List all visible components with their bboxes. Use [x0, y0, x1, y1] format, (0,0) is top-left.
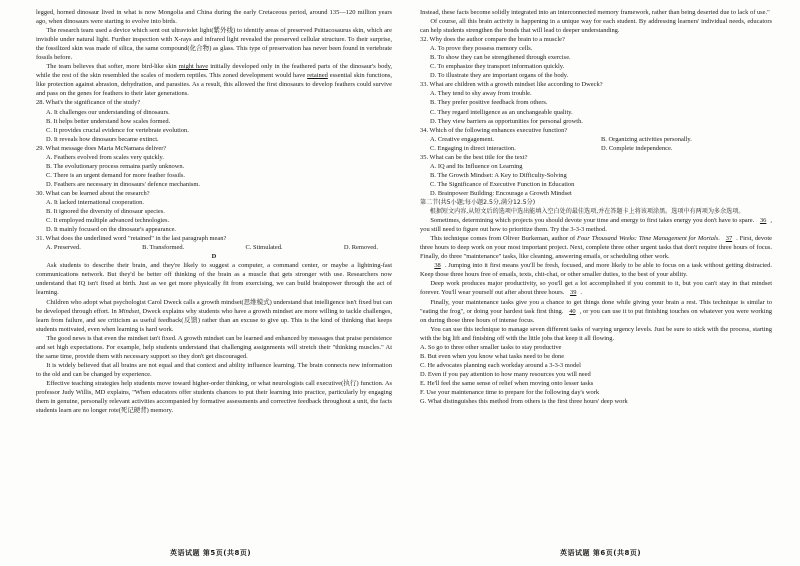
- cloze-options: [420, 343, 772, 406]
- question-33: [420, 80, 772, 125]
- question-31-option-c[interactable]: C. Stimulated.: [245, 244, 283, 252]
- cloze-option-d[interactable]: D. Even if you pay attention to how many resources you will need: [420, 370, 591, 378]
- passage-c-para-3: The team believes that softer, more bird-like skin might have initially developed only in the feathered parts of the dinosaur's body, while the rest of the skin resembled the scales of modern reptiles. This zoned development would have retained essential skin functions, like protection against abrasion, dehydration, and parasites. As a result, this allowed the first dinosaurs to develop feathers could survive and pass on the genes for feathers to their later generations.: [36, 63, 392, 98]
- question-29-option-c[interactable]: C. There is an urgent demand for more feather fossils.: [46, 171, 186, 179]
- blank-39[interactable]: 39: [569, 289, 577, 297]
- cloze-option-a[interactable]: A. So go to three other smaller tasks to stay productive: [420, 343, 562, 351]
- question-29-option-b[interactable]: B. The evolutionary process remains partly unknown.: [46, 162, 185, 170]
- cloze-option-b[interactable]: B. But even when you know what tasks need to be done: [420, 352, 565, 360]
- book-title-mindset: Mindset: [118, 307, 140, 315]
- underlined-retained: retained: [307, 72, 328, 80]
- question-28-option-c[interactable]: C. It provides crucial evidence for vertebrate evolution.: [46, 126, 189, 134]
- question-30-option-b[interactable]: B. It ignored the diversity of dinosaur species.: [46, 208, 165, 216]
- cloze-option-g[interactable]: G. What distinguishes this method from others is the first three hours' deep work: [420, 398, 628, 406]
- question-28-stem: 28. What's the significance of the study?: [36, 99, 141, 107]
- question-30-option-d[interactable]: D. It mainly focused on the dinosaur's appearance.: [46, 226, 177, 234]
- question-30-stem: 30. What can be learned about the research?: [36, 189, 150, 197]
- cloze-para-4: Deep work produces major productivity, so you'll get a lot accomplished if you commit to it, but you can't stay in that mindset forever. You'll wear yourself out after about three hours. 39 .: [420, 280, 772, 297]
- question-32-option-a[interactable]: A. To prove they possess memory cells.: [430, 45, 533, 53]
- question-29-option-d[interactable]: D. Feathers are necessary in dinosaurs' defence mechanism.: [46, 180, 200, 188]
- question-33-option-c[interactable]: C. They regard intelligence as an unchangeable quality.: [430, 108, 573, 116]
- blank-37[interactable]: 37: [725, 235, 733, 243]
- question-33-option-d[interactable]: D. They view barriers as opportunities for personal growth.: [430, 117, 583, 125]
- question-33-stem: 33. What are children with a growth mindset like according to Dweck?: [420, 81, 603, 89]
- question-31-option-a[interactable]: A. Preserved.: [46, 244, 81, 252]
- question-28-option-b[interactable]: B. It helps better understand how scales formed.: [46, 117, 171, 125]
- passage-d-para-2: Children who adopt what psychologist Carol Dweck calls a growth mindset(思维模式) understand that intelligence isn't fixed but can be developed through effort. In Mindset, Dweck explains why students who have a growth mindset are more willing to tackle challenges, learn from failure, and see criticism as useful feedback(反馈) rather than an excuse to give up. This is the kind of thinking that keeps students motivated, even when learning is hard work.: [36, 298, 392, 333]
- page-footer-left: 英语试题 第5页(共8页): [170, 549, 252, 557]
- question-34-option-d[interactable]: D. Complete independence.: [601, 144, 673, 152]
- book-title-four-thousand-weeks: Four Thousand Weeks: Time Management for Mortals: [577, 235, 719, 243]
- section-d-heading: D: [211, 253, 217, 261]
- question-34-stem: 34. Which of the following enhances executive function?: [420, 126, 568, 134]
- question-35-option-d[interactable]: D. Brainpower Building: Encourage a Growth Mindset: [430, 189, 572, 197]
- passage-c-end: legged, horned dinosaur lived in what is now Mongolia and China during the early Cretaceous period, around 135—120 million years ago, when dinosaurs were starting to evolve into birds.: [36, 9, 392, 26]
- page-footer-right: 英语试题 第6页(共8页): [560, 549, 642, 557]
- cloze-para-5: Finally, your maintenance tasks give you a chance to get things done while giving your brain a rest. This technique is similar to "eating the frog", or doing your hardest task first thing. 40 , or you can use it to put finishing touches on whatever you were working on during those three hours of intense focus.: [420, 298, 773, 324]
- passage-d-para-1: Ask students to describe their brain, and they're likely to suggest a computer, a command center, or maybe a lightning-fast communications network. But they'd be better off thinking of the brain as a muscle that gets stronger with use. Researchers now understand that IQ isn't fixed at birth. Just as we get more physically fit from exercising, we can build brainpower through the act of learning.: [36, 262, 392, 297]
- question-34-options-row-1: [420, 135, 772, 144]
- passage-c-para-2: The research team used a device which sent out ultraviolet light(紫外线) to identify areas of preserved Psittacosaurus skin, which are invisible under natural light. Further inspection with X-rays and infrared light revealed the preserved cellular structure. To their surprise, the fossilized skin was made of silica, the same compound(化合物) as glass. This type of preservation has never been found in vertebrate fossils before.: [36, 27, 392, 62]
- question-31: [36, 234, 392, 252]
- left-column: [36, 8, 392, 415]
- question-28-option-d[interactable]: D. It reveals how dinosaurs became extinct.: [46, 135, 159, 143]
- question-28-option-a[interactable]: A. It challenges our understanding of dinosaurs.: [46, 108, 170, 116]
- question-35-option-a[interactable]: A. IQ and Its Influence on Learning: [430, 162, 523, 170]
- cloze-para-2: This technique comes from Oliver Burkeman, author of Four Thousand Weeks: Time Management for Mortals. 37 . First, devote three hours to deep work on your most important project. Next, complete three other urgent tasks that don't require three hours of focus. Finally, do three "maintenance" tasks, like cleaning, answering emails, or scheduling other work.: [420, 235, 772, 261]
- cloze-para-3: 38 . Jumping into it first means you'll be fresh, focused, and more likely to be able to focus on a task without getting distracted. Keep those three hours free of emails, texts, chit-chat, or other smaller duties, to the best of your ability.: [420, 262, 772, 279]
- cloze-option-f[interactable]: F. Use your maintenance time to prepare for the following day's work: [420, 388, 600, 396]
- question-29: [36, 144, 392, 189]
- question-30-option-a[interactable]: A. It lacked international cooperation.: [46, 198, 144, 206]
- question-31-stem: 31. What does the underlined word "retained" in the last paragraph mean?: [36, 235, 227, 243]
- question-32-option-c[interactable]: C. To emphasize they transport information quickly.: [430, 63, 565, 71]
- passage-d-para-6: Of course, all this brain activity is happening in a unique way for each student. By addressing learners' individual needs, educators can help students strengthen the bonds that will lead to deeper understanding.: [420, 18, 772, 35]
- passage-d-para-5: Effective teaching strategies help students move toward higher-order thinking, or what neurologists call executive(执行) function. As professor Judy Willis, MD explains, "When educators offer students chances to put their learning into practice, particularly by engaging them in genuine, personally relevant activities accompanied by formative assessments and corrective feedback throughout a unit, the facts students learn are no longer rote(死记硬背) memory.: [36, 379, 392, 415]
- question-31-option-b[interactable]: B. Transformed.: [142, 244, 185, 252]
- question-33-option-a[interactable]: A. They tend to shy away from trouble.: [430, 90, 532, 98]
- section-2-instructions: 根据短文内容,从短文后的选项中选出能填入空白处的最佳选项,并在答题卡上将该项涂黑。选项中有两项为多余选项。: [429, 208, 745, 216]
- underlined-might-have: might have: [178, 63, 209, 71]
- question-33-option-b[interactable]: B. They prefer positive feedback from others.: [430, 99, 548, 107]
- question-35-option-b[interactable]: B. The Growth Mindset: A Key to Difficulty-Solving: [430, 171, 567, 179]
- cloze-option-e[interactable]: E. He'll feel the same sense of relief when moving onto lesser tasks: [420, 379, 594, 387]
- passage-d-para-4: It is widely believed that all brains are not equal and that context and ability influence learning. The brain connects new information to the old and can be changed by experience.: [36, 361, 392, 378]
- blank-40[interactable]: 40: [569, 307, 576, 315]
- question-35: [420, 153, 772, 198]
- question-30-option-c[interactable]: C. It employed multiple advanced technologies.: [46, 217, 170, 225]
- question-34: [420, 126, 772, 153]
- cloze-para-6: You can use this technique to manage seven different tasks of varying urgency levels. Just be sure to stick with the process, starting with the big lift and finishing off with the little jobs that keep it all flowing.: [420, 325, 772, 342]
- question-35-stem: 35. What can be the best title for the text?: [420, 153, 528, 161]
- question-29-option-a[interactable]: A. Feathers evolved from scales very quickly.: [46, 153, 164, 161]
- question-35-option-c[interactable]: C. The Significance of Executive Function in Education: [430, 180, 575, 188]
- question-32-stem: 32. Why does the author compare the brain to a muscle?: [420, 36, 565, 44]
- cloze-option-c[interactable]: C. He advocates planning each workday around a 3-3-3 model: [420, 361, 581, 369]
- section-2-title: 第二节(共5小题;每小题2.5分,满分12.5分): [420, 198, 536, 206]
- blank-36[interactable]: 36: [759, 217, 767, 225]
- question-28: [36, 98, 392, 143]
- blank-38[interactable]: 38: [434, 262, 441, 270]
- question-29-stem: 29. What message does Maria McNamara deliver?: [36, 144, 167, 152]
- question-31-options: [36, 243, 392, 252]
- right-column: [420, 8, 772, 406]
- question-31-option-d[interactable]: D. Removed.: [343, 244, 378, 252]
- question-30: [36, 189, 392, 234]
- passage-d-para-3: The good news is that even the mindset isn't fixed. A growth mindset can be learned and enhanced by messages that praise persistence and set high expectations. For example, help students understand that challenging assignments will stretch their "thinking muscles." At the same time, provide them with necessary support so they don't get discouraged.: [36, 334, 392, 360]
- question-32-option-d[interactable]: D. To illustrate they are important organs of the body.: [430, 72, 569, 80]
- question-34-option-b[interactable]: B. Organizing activities personally.: [601, 135, 692, 143]
- question-32-option-b[interactable]: B. To show they can be strengthened through exercise.: [430, 54, 571, 62]
- question-34-option-c[interactable]: C. Engaging in direct interaction.: [430, 144, 516, 152]
- question-32: [420, 35, 772, 80]
- cloze-para-1: Sometimes, determining which projects you should devote your time and energy to first takes energy you don't have to spare. 36 , you still need to figure out how to prioritize them. Try the 3-3-3 method.: [420, 217, 772, 234]
- question-34-option-a[interactable]: A. Creative engagement.: [430, 135, 494, 143]
- question-34-options-row-2: [420, 144, 772, 153]
- passage-d-para-5-end: Instead, these facts become solidly integrated into an interconnected memory framework, rather than being deserted due to lack of use.": [420, 9, 770, 16]
